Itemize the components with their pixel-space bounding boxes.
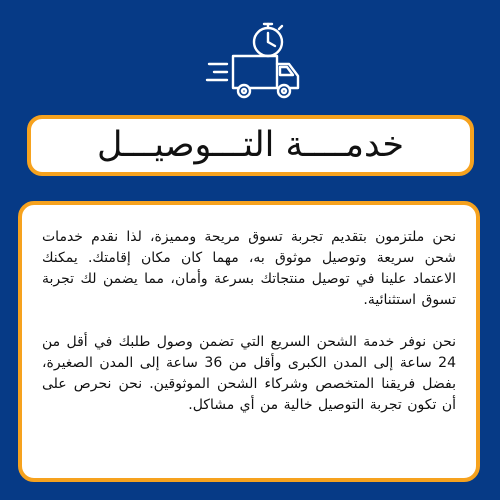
delivery-truck-stopwatch-icon [205, 20, 301, 106]
page-title: خدمــــة التـــوصيـــل [96, 125, 404, 165]
title-banner [27, 115, 474, 176]
description-paragraph-2: نحن نوفر خدمة الشحن السريع التي تضمن وصول طلبك في أقل من 24 ساعة إلى المدن الكبرى وأقل من 36 ساعة إلى المدن الصغيرة، بفضل فريقنا المتخصص وشركاء الشحن الموثوقين. نحن نحرص على أن تكون تجربة التوصيل خالية من أي مشاكل. [42, 334, 456, 413]
description-paragraph-1: نحن ملتزمون بتقديم تجربة تسوق مريحة ومميزة، لذا نقدم خدمات شحن سريعة وتوصيل موثوق به، مهما كان مكان إقامتك. يمكنك الاعتماد علينا في توصيل منتجاتك بسرعة وأمان، مما يضمن لك تجربة تسوق استثنائية. [42, 229, 456, 308]
content-card [18, 201, 480, 482]
